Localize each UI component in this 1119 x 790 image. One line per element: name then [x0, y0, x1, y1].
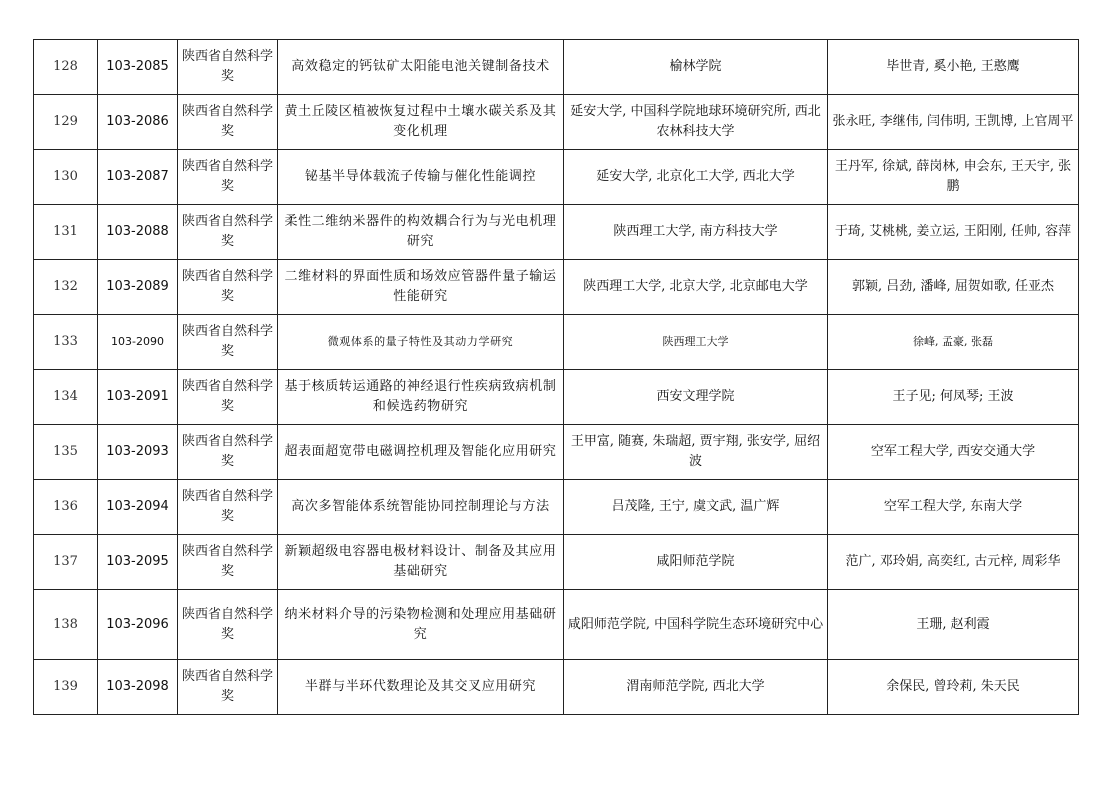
row-number-cell: 130	[34, 150, 98, 205]
awards-table	[33, 39, 1079, 715]
completing-unit-cell: 渭南师范学院, 西北大学	[564, 660, 828, 715]
completing-unit-cell: 陕西理工大学, 南方科技大学	[564, 205, 828, 260]
project-code-cell: 103-2098	[98, 660, 178, 715]
completing-people-cell: 范广, 邓玲娟, 高奕红, 古元梓, 周彩华	[828, 535, 1079, 590]
completing-unit-cell: 咸阳师范学院	[564, 535, 828, 590]
completing-people-cell: 毕世青, 奚小艳, 王憨鹰	[828, 40, 1079, 95]
row-number-cell: 137	[34, 535, 98, 590]
project-code-cell: 103-2088	[98, 205, 178, 260]
row-number-cell: 135	[34, 425, 98, 480]
awards-table-body	[34, 40, 1079, 715]
completing-people-cell: 空军工程大学, 东南大学	[828, 480, 1079, 535]
project-name-cell: 铋基半导体载流子传输与催化性能调控	[278, 150, 564, 205]
table-row	[34, 535, 1079, 590]
project-code-cell: 103-2087	[98, 150, 178, 205]
completing-unit-cell: 西安文理学院	[564, 370, 828, 425]
table-row	[34, 40, 1079, 95]
table-row	[34, 590, 1079, 660]
project-code-cell: 103-2096	[98, 590, 178, 660]
award-type-cell: 陕西省自然科学奖	[178, 205, 278, 260]
table-row	[34, 315, 1079, 370]
completing-people-cell: 王珊, 赵利霞	[828, 590, 1079, 660]
completing-people-cell: 于琦, 艾桃桃, 姜立运, 王阳刚, 任帅, 容萍	[828, 205, 1079, 260]
project-code-cell: 103-2090	[98, 315, 178, 370]
award-type-cell: 陕西省自然科学奖	[178, 95, 278, 150]
award-type-cell: 陕西省自然科学奖	[178, 480, 278, 535]
award-type-cell: 陕西省自然科学奖	[178, 370, 278, 425]
award-type-cell: 陕西省自然科学奖	[178, 660, 278, 715]
project-name-cell: 高效稳定的钙钛矿太阳能电池关键制备技术	[278, 40, 564, 95]
project-code-cell: 103-2089	[98, 260, 178, 315]
project-code-cell: 103-2094	[98, 480, 178, 535]
completing-people-cell: 空军工程大学, 西安交通大学	[828, 425, 1079, 480]
row-number-cell: 138	[34, 590, 98, 660]
completing-unit-cell: 陕西理工大学	[564, 315, 828, 370]
award-type-cell: 陕西省自然科学奖	[178, 315, 278, 370]
project-code-cell: 103-2093	[98, 425, 178, 480]
completing-unit-cell: 榆林学院	[564, 40, 828, 95]
completing-unit-cell: 陕西理工大学, 北京大学, 北京邮电大学	[564, 260, 828, 315]
project-code-cell: 103-2085	[98, 40, 178, 95]
table-row	[34, 370, 1079, 425]
project-name-cell: 黄土丘陵区植被恢复过程中土壤水碳关系及其变化机理	[278, 95, 564, 150]
row-number-cell: 129	[34, 95, 98, 150]
completing-people-cell: 徐峰, 孟豪, 张磊	[828, 315, 1079, 370]
row-number-cell: 133	[34, 315, 98, 370]
table-row	[34, 425, 1079, 480]
project-code-cell: 103-2086	[98, 95, 178, 150]
award-type-cell: 陕西省自然科学奖	[178, 150, 278, 205]
project-name-cell: 纳米材料介导的污染物检测和处理应用基础研究	[278, 590, 564, 660]
project-name-cell: 二维材料的界面性质和场效应管器件量子输运性能研究	[278, 260, 564, 315]
award-type-cell: 陕西省自然科学奖	[178, 535, 278, 590]
row-number-cell: 131	[34, 205, 98, 260]
completing-people-cell: 王子见; 何凤琴; 王波	[828, 370, 1079, 425]
row-number-cell: 139	[34, 660, 98, 715]
project-name-cell: 半群与半环代数理论及其交叉应用研究	[278, 660, 564, 715]
project-name-cell: 微观体系的量子特性及其动力学研究	[278, 315, 564, 370]
completing-people-cell: 张永旺, 李继伟, 闫伟明, 王凯博, 上官周平	[828, 95, 1079, 150]
completing-unit-cell: 延安大学, 北京化工大学, 西北大学	[564, 150, 828, 205]
table-row	[34, 95, 1079, 150]
project-name-cell: 高次多智能体系统智能协同控制理论与方法	[278, 480, 564, 535]
completing-unit-cell: 咸阳师范学院, 中国科学院生态环境研究中心	[564, 590, 828, 660]
completing-unit-cell: 吕茂隆, 王宁, 虞文武, 温广辉	[564, 480, 828, 535]
completing-unit-cell: 王甲富, 随赛, 朱瑞超, 贾宇翔, 张安学, 屈绍波	[564, 425, 828, 480]
row-number-cell: 134	[34, 370, 98, 425]
project-name-cell: 新颖超级电容器电极材料设计、制备及其应用基础研究	[278, 535, 564, 590]
award-type-cell: 陕西省自然科学奖	[178, 590, 278, 660]
project-name-cell: 柔性二维纳米器件的构效耦合行为与光电机理研究	[278, 205, 564, 260]
completing-people-cell: 郭颖, 吕劲, 潘峰, 屈贺如歌, 任亚杰	[828, 260, 1079, 315]
row-number-cell: 132	[34, 260, 98, 315]
table-row	[34, 205, 1079, 260]
completing-people-cell: 王丹军, 徐斌, 薛岗林, 申会东, 王天宇, 张鹏	[828, 150, 1079, 205]
project-name-cell: 超表面超宽带电磁调控机理及智能化应用研究	[278, 425, 564, 480]
completing-unit-cell: 延安大学, 中国科学院地球环境研究所, 西北农林科技大学	[564, 95, 828, 150]
table-row	[34, 150, 1079, 205]
award-type-cell: 陕西省自然科学奖	[178, 425, 278, 480]
project-code-cell: 103-2095	[98, 535, 178, 590]
row-number-cell: 128	[34, 40, 98, 95]
table-row	[34, 660, 1079, 715]
row-number-cell: 136	[34, 480, 98, 535]
table-row	[34, 480, 1079, 535]
table-row	[34, 260, 1079, 315]
project-name-cell: 基于核质转运通路的神经退行性疾病致病机制和候选药物研究	[278, 370, 564, 425]
award-type-cell: 陕西省自然科学奖	[178, 40, 278, 95]
award-type-cell: 陕西省自然科学奖	[178, 260, 278, 315]
project-code-cell: 103-2091	[98, 370, 178, 425]
completing-people-cell: 余保民, 曾玲莉, 朱天民	[828, 660, 1079, 715]
